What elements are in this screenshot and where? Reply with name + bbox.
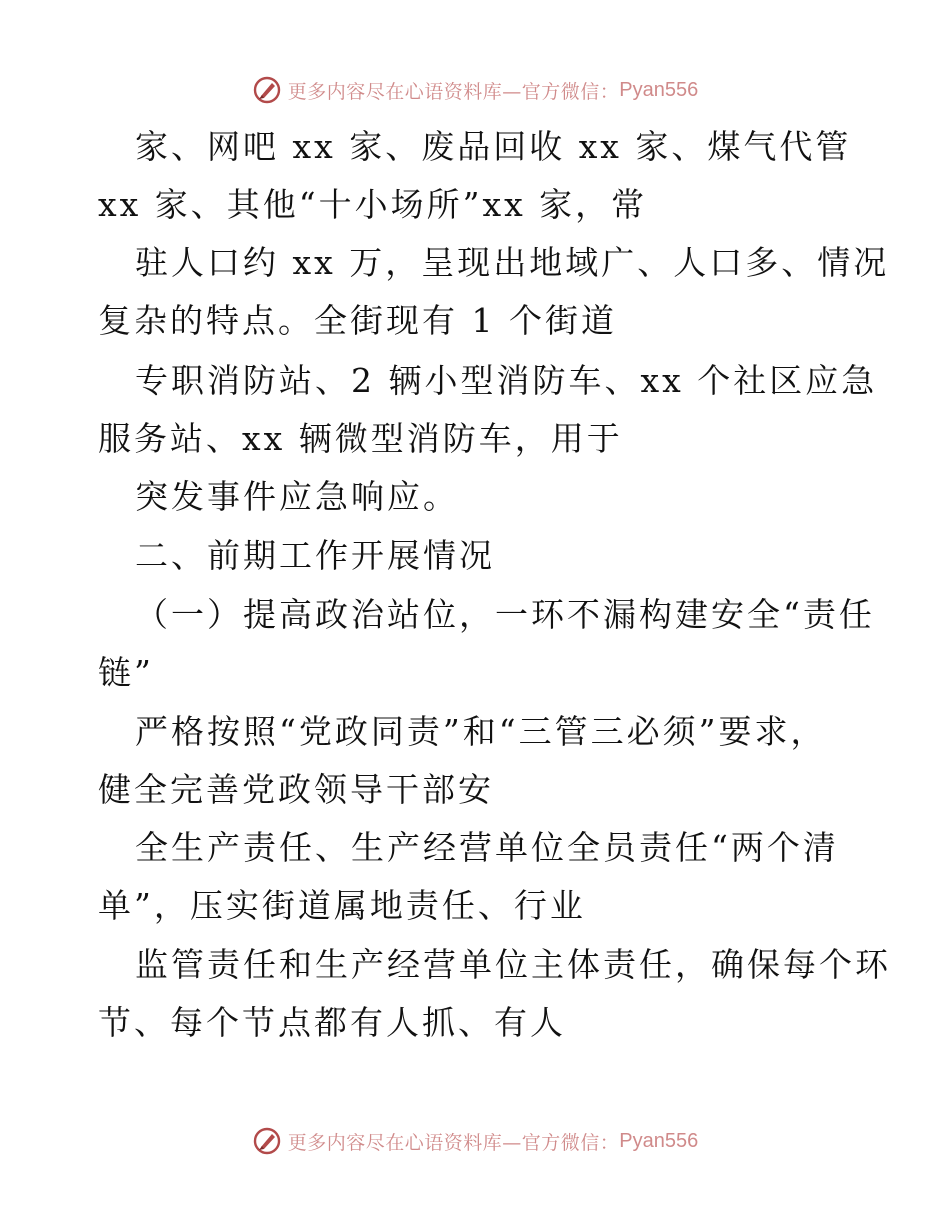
text-line-16: 节、每个节点都有人抓、有人 <box>98 1003 566 1042</box>
text-line-4: 复杂的特点。全街现有 1 个街道 <box>98 301 617 340</box>
header-watermark <box>0 70 950 110</box>
text-line-3: 驻人口约 xx 万，呈现出地域广、人口多、情况 <box>135 243 890 282</box>
watermark-text: 更多内容尽在心语资料库—官方微信： <box>287 1131 620 1154</box>
text-line-14: 单”，压实街道属地责任、行业 <box>98 886 586 925</box>
watermark-text: 更多内容尽在心语资料库—官方微信： <box>287 80 620 103</box>
watermark-wechat-id: Pyan556 <box>619 78 699 101</box>
brand-logo-icon <box>252 75 282 105</box>
text-line-15: 监管责任和生产经营单位主体责任，确保每个环 <box>135 945 891 984</box>
text-line-12: 健全完善党政领导干部安 <box>98 770 494 809</box>
text-line-6: 服务站、xx 辆微型消防车，用于 <box>98 419 623 458</box>
section-heading: 二、前期工作开展情况 <box>135 536 495 575</box>
text-line-1: 家、网吧 xx 家、废品回收 xx 家、煤气代管 <box>135 127 852 166</box>
subsection-heading: （一）提高政治站位，一环不漏构建安全“责任 <box>135 595 875 634</box>
subsection-heading-continued: 链” <box>98 653 154 692</box>
brand-logo-icon <box>252 1126 282 1156</box>
watermark-wechat-id: Pyan556 <box>619 1129 699 1152</box>
text-line-11: 严格按照“党政同责”和“三管三必须”要求， <box>135 712 827 751</box>
text-line-2: xx 家、其他“十小场所”xx 家，常 <box>98 185 648 224</box>
text-line-5: 专职消防站、2 辆小型消防车、xx 个社区应急 <box>135 361 878 400</box>
footer-watermark <box>0 1121 950 1161</box>
text-line-13: 全生产责任、生产经营单位全员责任“两个清 <box>135 828 839 867</box>
text-line-7: 突发事件应急响应。 <box>135 477 459 516</box>
